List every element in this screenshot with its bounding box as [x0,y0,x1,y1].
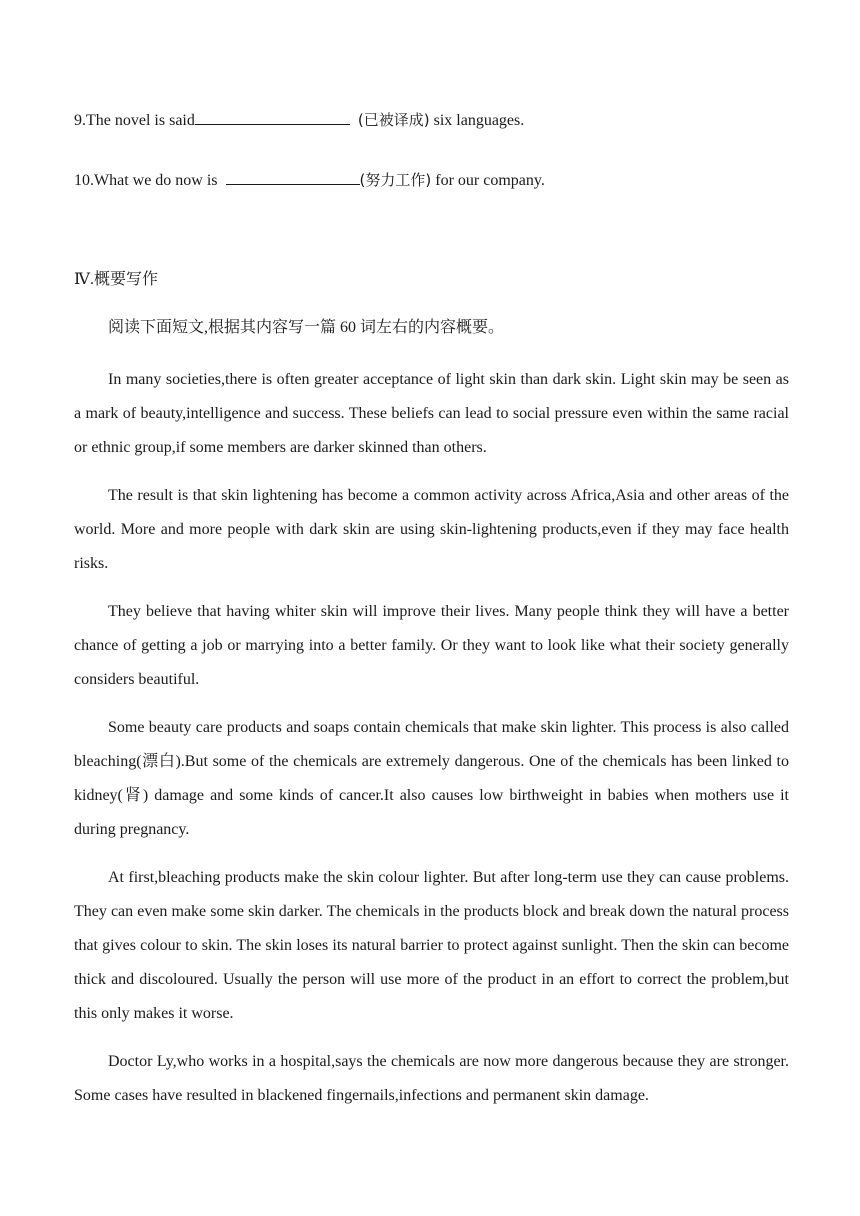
passage-paragraph: The result is that skin lightening has become a common activity across Africa,Asia and other areas of the world. More and more people with dark skin are using skin-lightening products,even if they may face health risks. [74,487,789,572]
section-instruction: 阅读下面短文,根据其内容写一篇 60 词左右的内容概要。 [108,319,505,336]
question-9-answer-blank[interactable] [195,110,350,125]
question-9-suffix: six languages. [429,112,525,129]
question-10-answer-blank[interactable] [226,170,360,185]
reading-passage [74,363,789,1127]
passage-paragraph: Some beauty care products and soaps contain chemicals that make skin lighter. This process is also called bleaching(漂白).But some of the chemicals are extremely dangerous. One of the chemicals has been linked to kidney(肾) damage and some kinds of cancer.It also causes low birthweight in babies when mothers use it during pregnancy. [74,719,789,838]
passage-paragraph: In many societies,there is often greater acceptance of light skin than dark skin. Light skin may be seen as a mark of beauty,intelligence and success. These beliefs can lead to social pressure even within the same racial or ethnic group,if some members are darker skinned than others. [74,371,789,456]
fill-blank-question-10 [74,170,545,191]
question-10-suffix: for our company. [431,172,545,189]
question-10-hint: (努力工作) [359,171,432,189]
fill-blank-question-9 [74,110,524,131]
question-9-prefix: 9.The novel is said [74,112,195,129]
passage-paragraph: Doctor Ly,who works in a hospital,says the chemicals are now more dangerous because they are stronger. Some cases have resulted in blackened fingernails,infections and permanent skin damage. [74,1053,789,1104]
passage-paragraph: They believe that having whiter skin will improve their lives. Many people think they will have a better chance of getting a job or marrying into a better family. Or they want to look like what their society generally considers beautiful. [74,603,789,688]
section-heading: Ⅳ.概要写作 [74,271,158,288]
question-10-prefix: 10.What we do now is [74,172,222,189]
question-9-hint: (已被译成) [357,111,430,129]
passage-paragraph: At first,bleaching products make the skin colour lighter. But after long-term use they can cause problems. They can even make some skin darker. The chemicals in the products block and break down the natural process that gives colour to skin. The skin loses its natural barrier to protect against sunlight. Then the skin can become thick and discoloured. Usually the person will use more of the product in an effort to correct the problem,but this only makes it worse. [74,869,789,1022]
